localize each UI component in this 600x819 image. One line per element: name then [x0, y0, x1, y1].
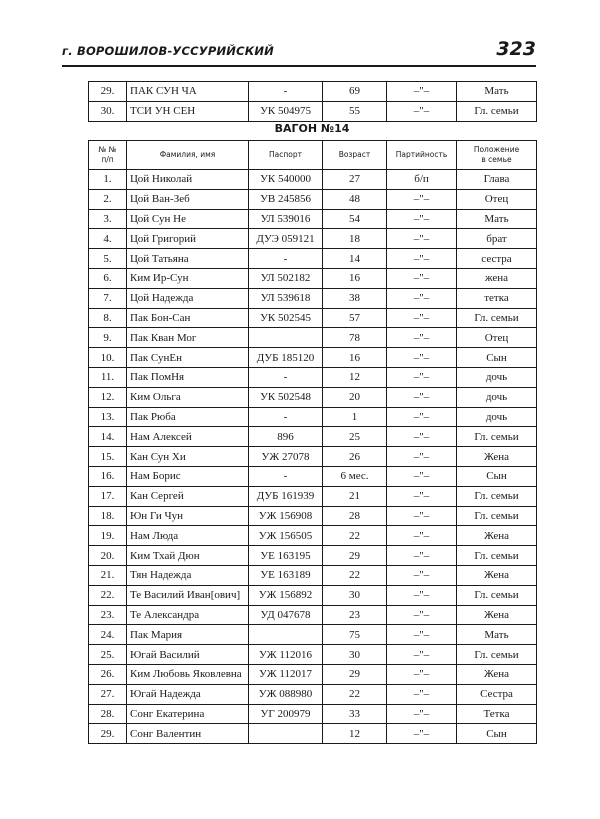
table-row — [89, 625, 537, 645]
age-cell: 23 — [323, 605, 387, 625]
passport-cell: УЖ 156892 — [249, 585, 323, 605]
page-number: 323 — [496, 38, 536, 60]
person-name-cell: ПАК СУН ЧА — [127, 82, 249, 102]
table-row — [89, 348, 537, 368]
column-header-name: Фамилия, имя — [127, 141, 249, 170]
person-name-cell: Нам Алексей — [127, 427, 249, 447]
passport-cell — [249, 328, 323, 348]
age-cell: 29 — [323, 546, 387, 566]
passport-cell: УГ 200979 — [249, 704, 323, 724]
party-cell: –"– — [387, 328, 457, 348]
person-name-cell: Цой Татьяна — [127, 249, 249, 269]
row-number-cell: 12. — [89, 387, 127, 407]
person-name-cell: Те Александра — [127, 605, 249, 625]
row-number-cell: 2. — [89, 189, 127, 209]
party-cell: –"– — [387, 249, 457, 269]
party-cell: –"– — [387, 447, 457, 467]
previous-wagon-table — [88, 81, 537, 122]
table-row — [89, 249, 537, 269]
person-name-cell: Югай Надежда — [127, 684, 249, 704]
family-role-cell: Жена — [457, 605, 537, 625]
table-row — [89, 664, 537, 684]
person-name-cell: Нам Борис — [127, 466, 249, 486]
table-row — [89, 526, 537, 546]
family-role-cell: Мать — [457, 625, 537, 645]
table-row — [89, 407, 537, 427]
person-name-cell: Югай Василий — [127, 645, 249, 665]
row-number-cell: 9. — [89, 328, 127, 348]
running-title: г. ВОРОШИЛОВ-УССУРИЙСКИЙ — [62, 44, 275, 58]
passport-cell: УК 502545 — [249, 308, 323, 328]
age-cell: 1 — [323, 407, 387, 427]
person-name-cell: Цой Ван-Зеб — [127, 189, 249, 209]
person-name-cell: Пак Рюба — [127, 407, 249, 427]
age-cell: 75 — [323, 625, 387, 645]
header-rule — [62, 65, 536, 67]
person-name-cell: Цой Николай — [127, 170, 249, 190]
age-cell: 18 — [323, 229, 387, 249]
party-cell: –"– — [387, 506, 457, 526]
age-cell: 14 — [323, 249, 387, 269]
family-role-cell: Гл. семьи — [457, 506, 537, 526]
row-number-cell: 21. — [89, 565, 127, 585]
table-row — [89, 704, 537, 724]
table-row — [89, 229, 537, 249]
passport-cell: УЕ 163189 — [249, 565, 323, 585]
table-row — [89, 101, 537, 121]
party-cell: –"– — [387, 486, 457, 506]
person-name-cell: Кан Сун Хи — [127, 447, 249, 467]
column-header-passport: Паспорт — [249, 141, 323, 170]
age-cell: 33 — [323, 704, 387, 724]
table-row — [89, 684, 537, 704]
party-cell: –"– — [387, 82, 457, 102]
passport-cell: УЖ 088980 — [249, 684, 323, 704]
person-name-cell: Ким Ир-Сун — [127, 268, 249, 288]
family-role-cell: Гл. семьи — [457, 308, 537, 328]
family-role-cell: Гл. семьи — [457, 585, 537, 605]
party-cell: –"– — [387, 664, 457, 684]
person-name-cell: Сонг Валентин — [127, 724, 249, 744]
person-name-cell: ТСИ УН СЕН — [127, 101, 249, 121]
party-cell: –"– — [387, 189, 457, 209]
column-header-party: Партийность — [387, 141, 457, 170]
row-number-cell: 11. — [89, 367, 127, 387]
age-cell: 38 — [323, 288, 387, 308]
person-name-cell: Сонг Екатерина — [127, 704, 249, 724]
age-cell: 57 — [323, 308, 387, 328]
person-name-cell: Ким Ольга — [127, 387, 249, 407]
row-number-cell: 13. — [89, 407, 127, 427]
family-role-cell: Сын — [457, 348, 537, 368]
table-row — [89, 387, 537, 407]
family-role-cell: Сын — [457, 724, 537, 744]
family-role-cell: Гл. семьи — [457, 645, 537, 665]
passport-cell: УК 502548 — [249, 387, 323, 407]
row-number-cell: 27. — [89, 684, 127, 704]
table-row — [89, 82, 537, 102]
party-cell: –"– — [387, 724, 457, 744]
passport-cell: - — [249, 407, 323, 427]
party-cell: –"– — [387, 407, 457, 427]
passport-cell: ДУЭ 059121 — [249, 229, 323, 249]
party-cell: –"– — [387, 288, 457, 308]
family-role-cell: Сын — [457, 466, 537, 486]
table-row — [89, 427, 537, 447]
party-cell: –"– — [387, 229, 457, 249]
column-header-role: Положение в семье — [457, 141, 537, 170]
age-cell: 29 — [323, 664, 387, 684]
passport-cell: - — [249, 367, 323, 387]
family-role-cell: Гл. семьи — [457, 101, 537, 121]
table-row — [89, 645, 537, 665]
passport-cell: УЖ 156908 — [249, 506, 323, 526]
age-cell: 26 — [323, 447, 387, 467]
age-cell: 69 — [323, 82, 387, 102]
party-cell: –"– — [387, 684, 457, 704]
table-row — [89, 328, 537, 348]
passport-cell: УЛ 539016 — [249, 209, 323, 229]
passport-cell: УК 540000 — [249, 170, 323, 190]
passport-cell: УЖ 112017 — [249, 664, 323, 684]
table-row — [89, 605, 537, 625]
table-row — [89, 268, 537, 288]
row-number-cell: 1. — [89, 170, 127, 190]
person-name-cell: Пак Мария — [127, 625, 249, 645]
age-cell: 22 — [323, 526, 387, 546]
table-row — [89, 506, 537, 526]
passport-cell: - — [249, 249, 323, 269]
family-role-cell: Отец — [457, 328, 537, 348]
table-row — [89, 466, 537, 486]
party-cell: –"– — [387, 308, 457, 328]
table-row — [89, 546, 537, 566]
row-number-cell: 19. — [89, 526, 127, 546]
family-role-cell: Жена — [457, 526, 537, 546]
table-row — [89, 367, 537, 387]
person-name-cell: Пак Кван Мог — [127, 328, 249, 348]
party-cell: –"– — [387, 585, 457, 605]
row-number-cell: 29. — [89, 724, 127, 744]
passport-cell: ДУБ 185120 — [249, 348, 323, 368]
family-role-cell: Жена — [457, 664, 537, 684]
passport-cell: УЖ 27078 — [249, 447, 323, 467]
passport-cell: УЖ 112016 — [249, 645, 323, 665]
family-role-cell: жена — [457, 268, 537, 288]
column-header-age: Возраст — [323, 141, 387, 170]
family-role-cell: Гл. семьи — [457, 546, 537, 566]
table-row — [89, 288, 537, 308]
person-name-cell: Пак СунЕн — [127, 348, 249, 368]
age-cell: 12 — [323, 724, 387, 744]
family-role-cell: брат — [457, 229, 537, 249]
person-name-cell: Цой Григорий — [127, 229, 249, 249]
table-row — [89, 170, 537, 190]
family-role-cell: Гл. семьи — [457, 427, 537, 447]
passport-cell: УЕ 163195 — [249, 546, 323, 566]
age-cell: 22 — [323, 684, 387, 704]
party-cell: –"– — [387, 348, 457, 368]
row-number-cell: 14. — [89, 427, 127, 447]
person-name-cell: Цой Сун Не — [127, 209, 249, 229]
passport-cell: УЛ 502182 — [249, 268, 323, 288]
table-header-row — [89, 141, 537, 170]
age-cell: 55 — [323, 101, 387, 121]
person-name-cell: Тян Надежда — [127, 565, 249, 585]
family-role-cell: Гл. семьи — [457, 486, 537, 506]
table-row — [89, 486, 537, 506]
age-cell: 27 — [323, 170, 387, 190]
party-cell: –"– — [387, 209, 457, 229]
row-number-cell: 18. — [89, 506, 127, 526]
passport-cell: ДУБ 161939 — [249, 486, 323, 506]
row-number-cell: 6. — [89, 268, 127, 288]
passport-cell: УВ 245856 — [249, 189, 323, 209]
age-cell: 22 — [323, 565, 387, 585]
family-role-cell: Мать — [457, 209, 537, 229]
age-cell: 16 — [323, 348, 387, 368]
age-cell: 16 — [323, 268, 387, 288]
party-cell: –"– — [387, 101, 457, 121]
passport-cell: УЖ 156505 — [249, 526, 323, 546]
row-number-cell: 3. — [89, 209, 127, 229]
table-row — [89, 209, 537, 229]
party-cell: –"– — [387, 387, 457, 407]
family-role-cell: тетка — [457, 288, 537, 308]
family-role-cell: Отец — [457, 189, 537, 209]
passport-cell — [249, 625, 323, 645]
family-role-cell: Жена — [457, 447, 537, 467]
party-cell: –"– — [387, 605, 457, 625]
age-cell: 28 — [323, 506, 387, 526]
age-cell: 78 — [323, 328, 387, 348]
age-cell: 12 — [323, 367, 387, 387]
row-number-cell: 29. — [89, 82, 127, 102]
family-role-cell: сестра — [457, 249, 537, 269]
family-role-cell: дочь — [457, 407, 537, 427]
person-name-cell: Пак Бон-Сан — [127, 308, 249, 328]
table-row — [89, 724, 537, 744]
party-cell: –"– — [387, 526, 457, 546]
running-header — [62, 38, 536, 66]
age-cell: 54 — [323, 209, 387, 229]
age-cell: 25 — [323, 427, 387, 447]
passport-cell: УД 047678 — [249, 605, 323, 625]
table-row — [89, 189, 537, 209]
row-number-cell: 7. — [89, 288, 127, 308]
passport-cell: УК 504975 — [249, 101, 323, 121]
wagon-14-table — [88, 140, 537, 744]
person-name-cell: Ким Тхай Дюн — [127, 546, 249, 566]
row-number-cell: 26. — [89, 664, 127, 684]
family-role-cell: Тетка — [457, 704, 537, 724]
family-role-cell: дочь — [457, 367, 537, 387]
family-role-cell: Мать — [457, 82, 537, 102]
person-name-cell: Те Василий Иван[ович] — [127, 585, 249, 605]
person-name-cell: Ким Любовь Яковлевна — [127, 664, 249, 684]
family-role-cell: дочь — [457, 387, 537, 407]
table-row — [89, 308, 537, 328]
person-name-cell: Цой Надежда — [127, 288, 249, 308]
party-cell: –"– — [387, 427, 457, 447]
party-cell: –"– — [387, 625, 457, 645]
party-cell: –"– — [387, 367, 457, 387]
party-cell: –"– — [387, 546, 457, 566]
party-cell: –"– — [387, 645, 457, 665]
person-name-cell: Нам Люда — [127, 526, 249, 546]
family-role-cell: Жена — [457, 565, 537, 585]
age-cell: 6 мес. — [323, 466, 387, 486]
passport-cell: - — [249, 466, 323, 486]
table-row — [89, 565, 537, 585]
table-row — [89, 585, 537, 605]
age-cell: 21 — [323, 486, 387, 506]
row-number-cell: 8. — [89, 308, 127, 328]
table-row — [89, 447, 537, 467]
row-number-cell: 23. — [89, 605, 127, 625]
row-number-cell: 16. — [89, 466, 127, 486]
row-number-cell: 15. — [89, 447, 127, 467]
person-name-cell: Пак ПомНя — [127, 367, 249, 387]
passport-cell — [249, 724, 323, 744]
row-number-cell: 25. — [89, 645, 127, 665]
wagon-title: ВАГОН №14 — [274, 122, 350, 135]
row-number-cell: 24. — [89, 625, 127, 645]
person-name-cell: Юн Ги Чун — [127, 506, 249, 526]
party-cell: –"– — [387, 466, 457, 486]
row-number-cell: 17. — [89, 486, 127, 506]
party-cell: б/п — [387, 170, 457, 190]
age-cell: 30 — [323, 645, 387, 665]
passport-cell: 896 — [249, 427, 323, 447]
row-number-cell: 4. — [89, 229, 127, 249]
row-number-cell: 28. — [89, 704, 127, 724]
row-number-cell: 22. — [89, 585, 127, 605]
party-cell: –"– — [387, 268, 457, 288]
row-number-cell: 10. — [89, 348, 127, 368]
passport-cell: УЛ 539618 — [249, 288, 323, 308]
age-cell: 48 — [323, 189, 387, 209]
person-name-cell: Кан Сергей — [127, 486, 249, 506]
party-cell: –"– — [387, 565, 457, 585]
family-role-cell: Сестра — [457, 684, 537, 704]
row-number-cell: 5. — [89, 249, 127, 269]
family-role-cell: Глава — [457, 170, 537, 190]
party-cell: –"– — [387, 704, 457, 724]
age-cell: 30 — [323, 585, 387, 605]
passport-cell: - — [249, 82, 323, 102]
row-number-cell: 20. — [89, 546, 127, 566]
age-cell: 20 — [323, 387, 387, 407]
row-number-cell: 30. — [89, 101, 127, 121]
column-header-number: № № п/п — [89, 141, 127, 170]
